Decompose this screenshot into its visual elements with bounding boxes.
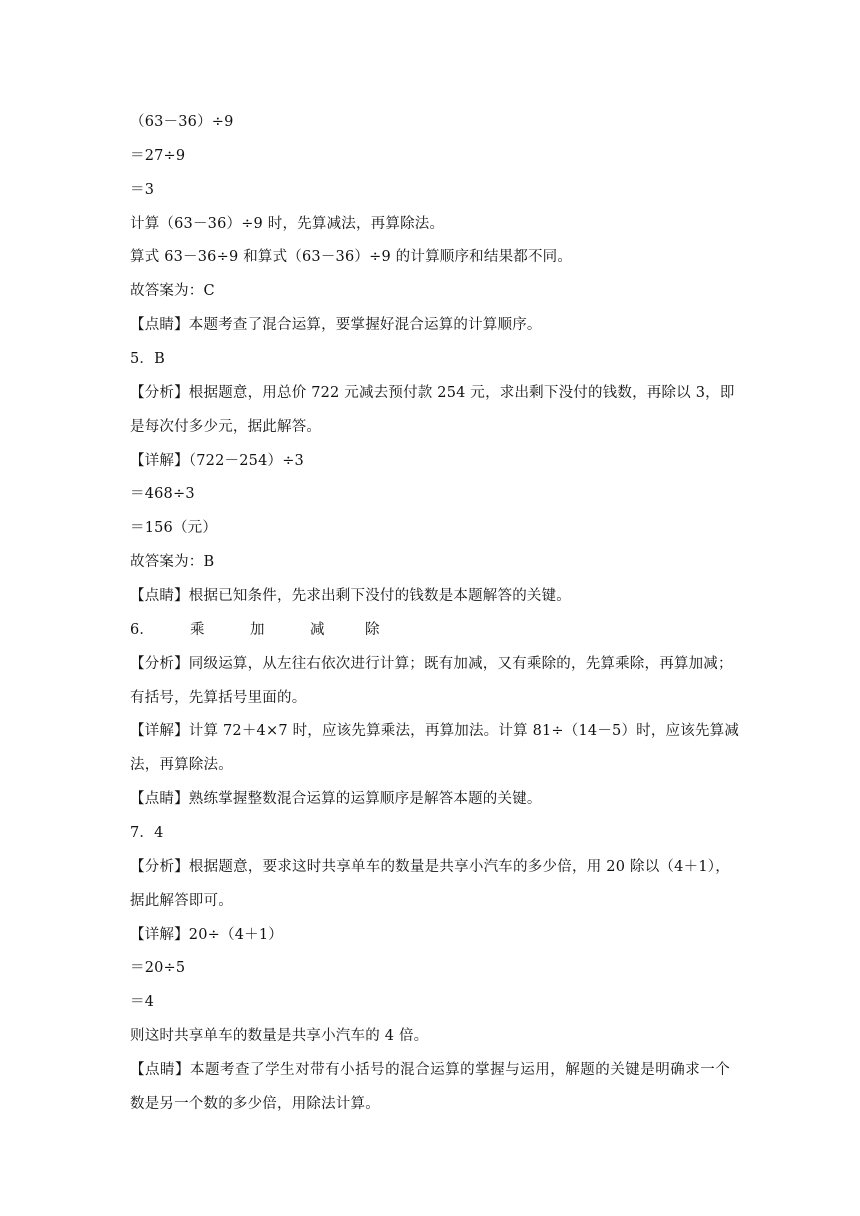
text-line: 故答案为：B (130, 554, 215, 570)
text-line: 【点睛】本题考查了混合运算，要掌握好混合运算的计算顺序。 (130, 317, 542, 333)
text-line: 有括号，先算括号里面的。 (130, 690, 307, 706)
question-number: 6． (130, 622, 155, 638)
text-line: 【详解】20÷（4＋1） (130, 927, 283, 943)
text-line: 【分析】根据题意，用总价 722 元减去预付款 254 元，求出剩下没付的钱数，再除以 3，即 (130, 385, 735, 401)
text-line: ＝27÷9 (130, 148, 186, 164)
text-line: 则这时共享单车的数量是共享小汽车的 4 倍。 (130, 1028, 429, 1044)
text-line: 计算（63－36）÷9 时，先算减法，再算除法。 (130, 216, 445, 232)
text-line: 【点睛】本题考查了学生对带有小括号的混合运算的掌握与运用，解题的关键是明确求一个 (130, 1062, 730, 1078)
answer-blank: 除 (365, 622, 380, 638)
text-line: （63－36）÷9 (130, 114, 234, 130)
text-line: ＝20÷5 (130, 960, 186, 976)
text-line: 算式 63－36÷9 和算式（63－36）÷9 的计算顺序和结果都不同。 (130, 249, 573, 265)
answer-blank: 加 (250, 622, 265, 638)
question-number: 5．B (130, 351, 165, 367)
text-line: 数是另一个数的多少倍，用除法计算。 (130, 1096, 380, 1112)
text-line: 【分析】同级运算，从左往右依次进行计算；既有加减，又有乘除的，先算乘除，再算加减； (130, 656, 733, 672)
text-line: ＝156（元） (130, 520, 218, 536)
text-line: 【点睛】熟练掌握整数混合运算的运算顺序是解答本题的关键。 (130, 791, 542, 807)
answer-blank: 减 (310, 622, 325, 638)
text-line: 据此解答即可。 (130, 893, 233, 909)
text-line: 是每次付多少元，据此解答。 (130, 419, 322, 435)
question-number: 7．4 (130, 825, 164, 841)
text-line: 故答案为：C (130, 283, 215, 299)
text-line: 法，再算除法。 (130, 757, 233, 773)
text-line: 【点睛】根据已知条件，先求出剩下没付的钱数是本题解答的关键。 (130, 588, 571, 604)
text-line: ＝468÷3 (130, 486, 195, 502)
text-line: 【详解】计算 72＋4×7 时，应该先算乘法，再算加法。计算 81÷（14－5）时，应该先算减 (130, 723, 740, 739)
answer-blank: 乘 (190, 622, 205, 638)
text-line: 【详解】（722－254）÷3 (130, 453, 304, 469)
question-6-answer-row (130, 620, 730, 640)
text-line: ＝4 (130, 994, 155, 1010)
text-line: 【分析】根据题意，要求这时共享单车的数量是共享小汽车的多少倍，用 20 除以（4＋1）， (130, 859, 730, 875)
text-line: ＝3 (130, 182, 155, 198)
